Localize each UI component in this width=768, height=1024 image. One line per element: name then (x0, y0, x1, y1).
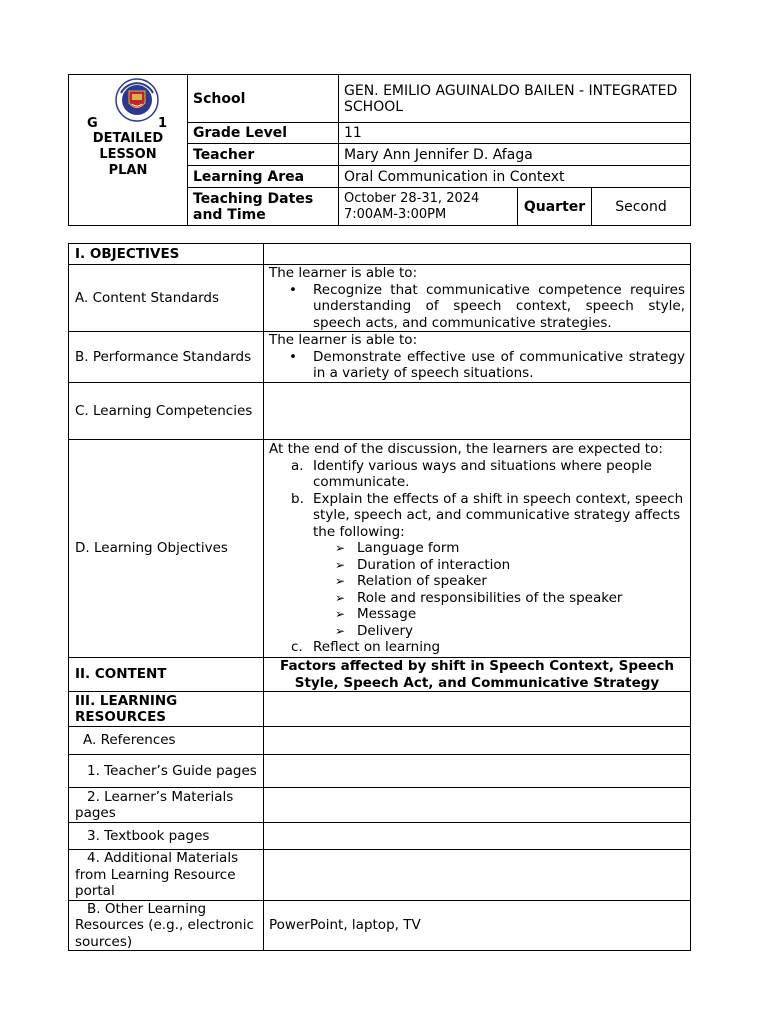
content-value: Factors affected by shift in Speech Context, Speech Style, Speech Act, and Communicative Strategy (264, 658, 691, 692)
title-line-3: PLAN (108, 162, 148, 178)
school-value: GEN. EMILIO AGUINALDO BAILEN - INTEGRATED SCHOOL (339, 75, 691, 123)
content-standards-intro: The learner is able to: (269, 265, 418, 281)
sub-item: ➢ Role and responsibilities of the speaker (357, 590, 685, 607)
lesson-plan-table (68, 243, 691, 951)
sub-item: ➢ Language form (357, 540, 685, 557)
other-resources-label: B. Other Learning Resources (e.g., electronic sources) (69, 900, 264, 951)
title-line-2: LESSON (99, 146, 157, 162)
content-label: II. CONTENT (69, 658, 264, 692)
performance-standards-label: B. Performance Standards (69, 332, 264, 383)
content-standards-cell (264, 265, 691, 332)
other-resources-value: PowerPoint, laptop, TV (264, 900, 691, 951)
learning-area-value: Oral Communication in Context (339, 166, 691, 188)
header-table (68, 74, 691, 226)
title-cell (69, 75, 188, 226)
objective-text: Reflect on learning (313, 639, 441, 656)
deped-seal-icon (115, 77, 159, 123)
textbook-label: 3. Textbook pages (69, 823, 264, 850)
resources-heading-blank (264, 692, 691, 727)
objective-marker: a. (291, 457, 304, 474)
objectives-heading-blank (264, 244, 691, 265)
dates-value-line2: 7:00AM-3:00PM (344, 206, 447, 222)
quarter-value: Second (592, 188, 691, 226)
quarter-label: Quarter (518, 188, 592, 226)
sub-item: ➢ Duration of interaction (357, 557, 685, 574)
objective-marker: b. (291, 490, 304, 507)
performance-standards-cell (264, 332, 691, 383)
grade-level-label: Grade Level (188, 123, 339, 144)
additional-materials-label: 4. Additional Materials from Learning Resource portal (69, 850, 264, 901)
references-value (264, 727, 691, 755)
objectives-heading: I. OBJECTIVES (69, 244, 264, 265)
dates-value-line1: October 28-31, 2024 (344, 190, 480, 206)
objective-marker: c. (291, 639, 303, 656)
teachers-guide-label: 1. Teacher’s Guide pages (69, 755, 264, 788)
school-label: School (188, 75, 339, 123)
objective-item (291, 490, 685, 640)
content-standards-label: A. Content Standards (69, 265, 264, 332)
title-line-1: DETAILED (92, 130, 164, 146)
objective-item (291, 457, 685, 491)
sub-item: ➢ Relation of speaker (357, 573, 685, 590)
performance-standards-intro: The learner is able to: (269, 332, 418, 349)
learning-objectives-label: D. Learning Objectives (69, 440, 264, 658)
objective-text: Identify various ways and situations where people communicate. (313, 457, 652, 491)
content-standards-bullet: • Recognize that communicative competence requires understanding of speech context, speech style, speech acts, and communicative strategies. (313, 282, 685, 332)
references-label: A. References (69, 727, 264, 755)
performance-standards-bullet: • Demonstrate effective use of communicative strategy in a variety of speech situations. (313, 349, 685, 382)
sub-item: ➢ Delivery (357, 623, 685, 640)
dates-label: Teaching Dates and Time (188, 188, 339, 226)
learning-objectives-cell (264, 440, 691, 658)
textbook-value (264, 823, 691, 850)
additional-materials-value (264, 850, 691, 901)
resources-heading: III. LEARNING RESOURCES (69, 692, 264, 727)
teacher-value: Mary Ann Jennifer D. Afaga (339, 144, 691, 166)
title-right-number: 1 (157, 115, 167, 131)
learners-materials-label: 2. Learner’s Materials pages (69, 788, 264, 823)
learners-materials-value (264, 788, 691, 823)
learning-competencies-value (264, 383, 691, 440)
title-left-letter: G (87, 115, 98, 131)
teacher-label: Teacher (188, 144, 339, 166)
learning-objectives-intro: At the end of the discussion, the learners are expected to: (269, 441, 663, 458)
learning-area-label: Learning Area (188, 166, 339, 188)
objective-text: Explain the effects of a shift in speech context, speech style, speech act, and communicative strategy affects the following: (313, 490, 684, 540)
objective-item (291, 639, 685, 656)
dates-value (339, 188, 518, 226)
learning-competencies-label: C. Learning Competencies (69, 383, 264, 440)
teachers-guide-value (264, 755, 691, 788)
grade-level-value: 11 (339, 123, 691, 144)
sub-item: ➢ Message (357, 606, 685, 623)
